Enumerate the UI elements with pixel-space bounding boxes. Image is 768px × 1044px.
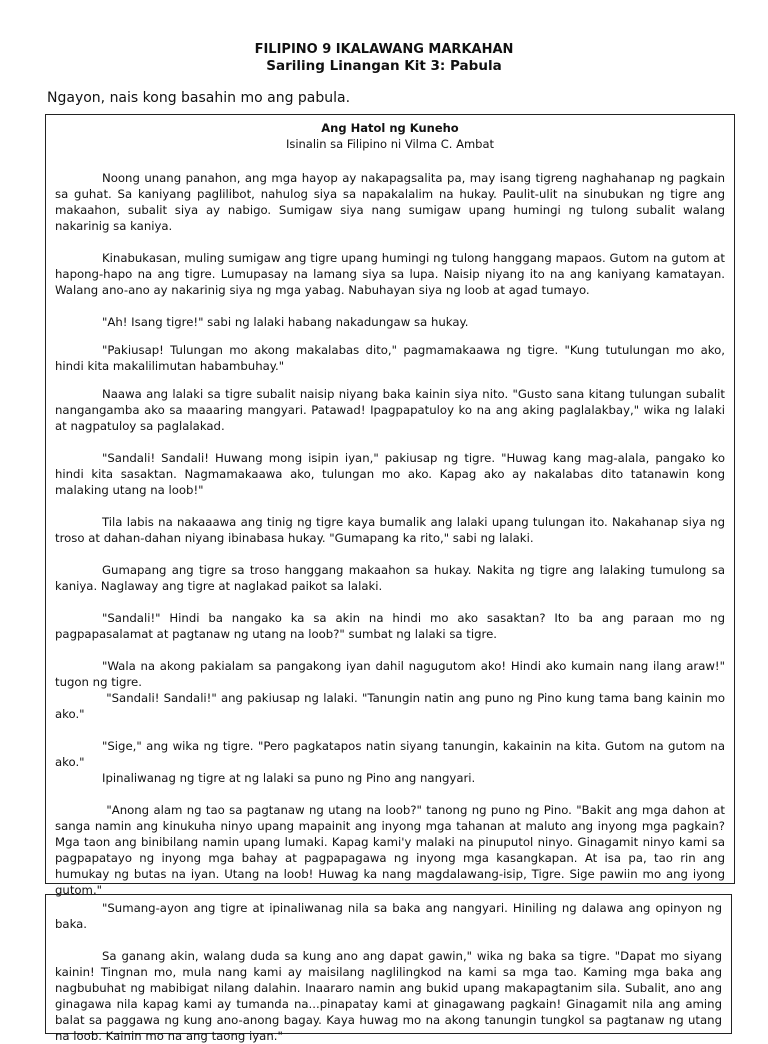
story-paragraph: Kinabukasan, muling sumigaw ang tigre upang humingi ng tulong hanggang mapaos. Gutom na gutom at hapong-hapo na ang tigre. Lumupasay na lamang siya sa lupa. Naisip niyang ito na ang kaniyang kamatayan. Walang ano-ano ay nakarinig siya ng mga yabag. Nabuhayan siya ng loob at agad tumayo. (55, 251, 729, 297)
document-header (0, 42, 768, 74)
story-box (45, 114, 735, 897)
story-paragraph: "Wala na akong pakialam sa pangakong iyan dahil nagugutom ako! Hindi ako kumain nang ilang araw!" tugon ng tigre. (55, 659, 729, 689)
story-paragraph: Tila labis na nakaaawa ang tinig ng tigre kaya bumalik ang lalaki upang tulungan ito. Nakahanap siya ng troso at dahan-dahan niyang ibinabasa hukay. "Gumapang ka rito," sabi ng lalaki. (55, 515, 729, 545)
story-paragraph: "Sandali! Sandali! Huwang mong isipin iyan," pakiusap ng tigre. "Huwag kang mag-alala, pangako ko hindi kita sasaktan. Nagmamakaawa ako, tulungan mo ako. Kapag ako ay nakalabas dito tatanawin kong malaking utang na loob!" (55, 451, 729, 497)
story-paragraph: "Sandali! Sandali!" ang pakiusap ng lalaki. "Tanungin natin ang puno ng Pino kung tama bang kainin mo ako." (55, 691, 729, 721)
story-paragraph: "Sandali!" Hindi ba nangako ka sa akin na hindi mo ako sasaktan? Ito ba ang paraan mo ng pagpapasalamat at pagtanaw ng utang na loob?" sumbat ng lalaki sa tigre. (55, 611, 729, 641)
intro-text: Ngayon, nais kong basahin mo ang pabula. (47, 90, 351, 106)
story-paragraph: Ipinaliwanag ng tigre at ng lalaki sa puno ng Pino ang nangyari. (102, 771, 476, 785)
story-paragraph: "Anong alam ng tao sa pagtanaw ng utang na loob?" tanong ng puno ng Pino. "Bakit ang mga dahon at sanga namin ang kinukuha ninyo upang mapainit ang inyong mga tahanan at maluto ang inyong mga pagkain? Mga taon ang binibilang namin upang lumaki. Kapag kami'y malaki na pinuputol ninyo. Ginagamit ninyo kami sa pagpapatayo ng inyong mga bahay at pagpapagawa ng inyong mga kasangkapan. At isa pa, tao rin ang humukay ng butas na iyan. Utang na loob! Huwag ka nang magdalawang-isip, Tigre. Sige pawiin mo ang iyong gutom." (55, 803, 729, 897)
story-paragraph: "Sumang-ayon ang tigre at ipinaliwanag nila sa baka ang nangyari. Hiniling ng dalawa ang opinyon ng baka. (55, 901, 726, 931)
document-title: FILIPINO 9 IKALAWANG MARKAHAN (254, 42, 514, 57)
story-paragraph: "Ah! Isang tigre!" sabi ng lalaki habang nakadungaw sa hukay. (102, 315, 469, 329)
story-title: Ang Hatol ng Kuneho (321, 121, 459, 135)
story-paragraph: "Sige," ang wika ng tigre. "Pero pagkatapos natin siyang tanungin, kakainin na kita. Gutom na gutom na ako." (55, 739, 729, 769)
story-paragraph: Noong unang panahon, ang mga hayop ay nakapagsalita pa, may isang tigreng naghahanap ng pagkain sa guhat. Sa kaniyang paglilibot, nahulog siya sa napakalalim na hukay. Paulit-ulit na sinubukan ng tigre ang makaahon, subalit siya ay nabigo. Sumigaw siya nang sumigaw upang humingi ng tulong subalit walang nakarinig sa kaniya. (55, 171, 729, 233)
story-paragraph: Sa ganang akin, walang duda sa kung ano ang dapat gawin," wika ng baka sa tigre. "Dapat mo siyang kainin! Tingnan mo, mula nang kami ay maisilang naglilingkod na kami sa mga tao. Kaming mga baka ang nagbubuhat ng mabibigat nilang dalahin. Inaararo namin ang bukid upang makapagtanim sila. Subalit, ano ang ginagawa nila kapag kami ay tumanda na...pinapatay kami at ginagawang pagkain! Ginagamit nila ang aming balat sa paggawa ng kung ano-anong bagay. Kaya huwag mo na akong tanungin tungkol sa pagtanaw ng utang na loob. Kainin mo na ang taong iyan." (55, 949, 726, 1043)
document-subtitle: Sariling Linangan Kit 3: Pabula (266, 58, 502, 74)
story-paragraph: Naawa ang lalaki sa tigre subalit naisip niyang baka kainin siya nito. "Gusto sana kitang tulungan subalit nangangamba ako sa maaaring mangyari. Patawad! Ipagpapatuloy ko na ang aking paglalakbay," wika ng lalaki at nagpatuloy sa paglalakad. (55, 387, 729, 433)
story-paragraph: "Pakiusap! Tulungan mo akong makalabas dito," pagmamakaawa ng tigre. "Kung tutulungan mo ako, hindi kita makalilimutan habambuhay." (55, 343, 729, 373)
story-continuation-box (45, 894, 732, 1043)
story-translator: Isinalin sa Filipino ni Vilma C. Ambat (285, 137, 495, 151)
story-paragraph: Gumapang ang tigre sa troso hanggang makaahon sa hukay. Nakita ng tigre ang lalaking tumulong sa kaniya. Naglaway ang tigre at naglakad paikot sa lalaki. (55, 563, 729, 593)
